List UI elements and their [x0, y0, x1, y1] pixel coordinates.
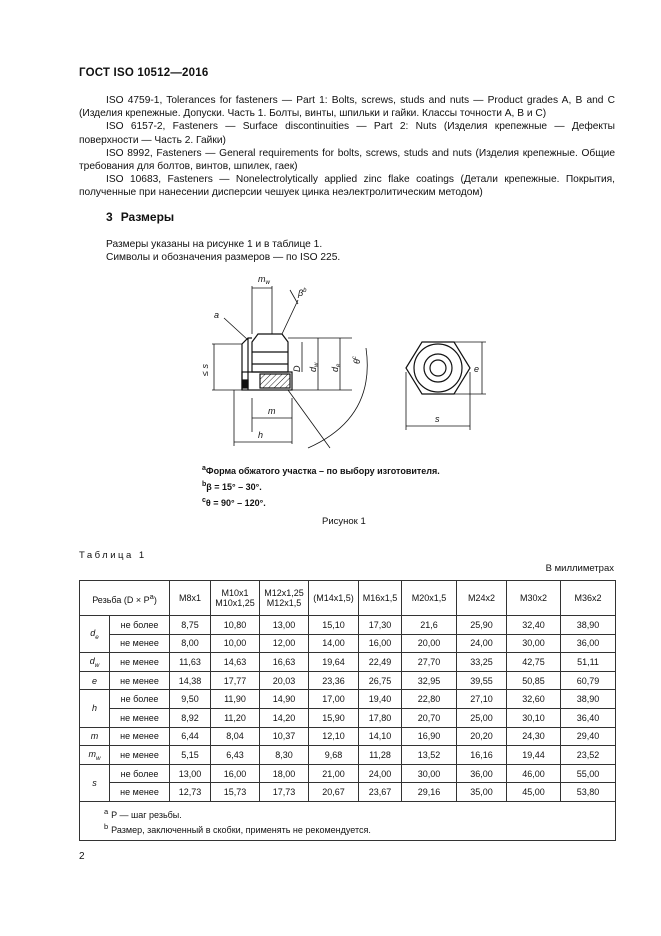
- limit-label: не менее: [110, 653, 170, 672]
- table-cell: 30,00: [402, 764, 457, 783]
- table-cell: 15,90: [309, 708, 359, 727]
- dimension-symbol: s: [80, 764, 110, 801]
- figure-note: $^a$Форма обжатого участка – по выбору изготовителя.: [202, 465, 440, 476]
- table-row: [80, 671, 616, 690]
- table-footnote: $^a$ P — шаг резьбы.: [104, 806, 182, 820]
- table-cell: 21,6: [402, 616, 457, 635]
- table-cell: 17,00: [309, 690, 359, 709]
- dimensions-table: [79, 580, 616, 841]
- section-title: Размеры: [120, 210, 175, 224]
- table-cell: 55,00: [561, 764, 616, 783]
- table-cell: 12,10: [309, 727, 359, 746]
- reference-item: ISO 8992, Fasteners — General requirements for bolts, screws, studs and nuts (Изделия крепежные. Общие требования для болтов, винтов, шпилек, гаек): [79, 147, 615, 173]
- table-cell: 29,16: [402, 783, 457, 802]
- figure-note: $^c$θ = 90° – 120°.: [202, 497, 266, 508]
- dimension-lines: [212, 286, 367, 448]
- figure-note: $^b$β = 15° – 30°.: [202, 481, 262, 492]
- table-cell: 25,00: [457, 708, 507, 727]
- table-cell: 30,10: [507, 708, 561, 727]
- table-cell: 30,00: [507, 634, 561, 653]
- limit-label: не более: [110, 764, 170, 783]
- label-mw: $m_w$: [258, 274, 270, 286]
- table-cell: 8,92: [170, 708, 211, 727]
- table-cell: 20,67: [309, 783, 359, 802]
- table-cell: 36,40: [561, 708, 616, 727]
- table-cell: 27,70: [402, 653, 457, 672]
- table-row: [80, 616, 616, 635]
- table-cell: 19,40: [359, 690, 402, 709]
- table-cell: 35,00: [457, 783, 507, 802]
- table-cell: 22,80: [402, 690, 457, 709]
- figure-notes: [202, 462, 440, 510]
- table-cell: 13,00: [170, 764, 211, 783]
- table-header-row: [80, 581, 616, 616]
- table-cell: 14,38: [170, 671, 211, 690]
- thread-size-header: M12x1,25 M12x1,5: [260, 581, 309, 616]
- reference-item: ISO 10683, Fasteners — Nonelectrolytically applied zinc flake coatings (Детали крепежные. Покрытия, полученные при нанесении дисперсии чешуек цинка неэлектролитическим методом): [79, 174, 615, 199]
- table-cell: 19,44: [507, 746, 561, 765]
- table-row: [80, 783, 616, 802]
- table-cell: 25,90: [457, 616, 507, 635]
- table-cell: 20,70: [402, 708, 457, 727]
- table-cell: 23,36: [309, 671, 359, 690]
- table-cell: 16,00: [211, 764, 260, 783]
- table-row: [80, 746, 616, 765]
- table-cell: 6,43: [211, 746, 260, 765]
- table-cell: 46,00: [507, 764, 561, 783]
- label-beta: $\beta^b$: [298, 288, 307, 298]
- label-e: e: [474, 364, 480, 374]
- thread-size-header: M24x2: [457, 581, 507, 616]
- limit-label: не более: [110, 616, 170, 635]
- table-cell: 8,75: [170, 616, 211, 635]
- limit-label: не менее: [110, 746, 170, 765]
- table-row: [80, 690, 616, 709]
- table-cell: 38,90: [561, 690, 616, 709]
- table-cell: 13,00: [260, 616, 309, 635]
- table-cell: 10,00: [211, 634, 260, 653]
- table-cell: 17,30: [359, 616, 402, 635]
- table-cell: 18,00: [260, 764, 309, 783]
- thread-size-header: M8x1: [170, 581, 211, 616]
- table-footnotes: [80, 801, 616, 840]
- table-cell: 60,79: [561, 671, 616, 690]
- intro-line: Символы и обозначения размеров — по ISO 225.: [106, 252, 341, 263]
- table-cell: 11,63: [170, 653, 211, 672]
- section-heading: [106, 210, 174, 224]
- dimension-symbol: $d_e$: [80, 616, 110, 653]
- figure-labels: [200, 274, 362, 440]
- table-cell: 8,00: [170, 634, 211, 653]
- table-cell: 29,40: [561, 727, 616, 746]
- limit-label: не менее: [110, 783, 170, 802]
- dimension-symbol: $d_w$: [80, 653, 110, 672]
- table-cell: 20,00: [402, 634, 457, 653]
- limit-label: не менее: [110, 671, 170, 690]
- nut-dimension-drawing: [190, 268, 510, 458]
- dimension-symbol: h: [80, 690, 110, 727]
- table-cell: 53,80: [561, 783, 616, 802]
- table-row: [80, 634, 616, 653]
- table-cell: 16,00: [359, 634, 402, 653]
- document-header: ГОСТ ISO 10512—2016: [79, 67, 209, 79]
- table-cell: 9,50: [170, 690, 211, 709]
- table-cell: 36,00: [561, 634, 616, 653]
- reference-item: ISO 6157-2, Fasteners — Surface discontinuities — Part 2: Nuts (Изделия крепежные — Дефекты поверхности — Часть 2. Гайки): [79, 121, 615, 146]
- table-cell: 10,37: [260, 727, 309, 746]
- table-cell: 33,25: [457, 653, 507, 672]
- table-cell: 45,00: [507, 783, 561, 802]
- thread-size-header: M30x2: [507, 581, 561, 616]
- table-cell: 6,44: [170, 727, 211, 746]
- table-cell: 50,85: [507, 671, 561, 690]
- table-cell: 16,16: [457, 746, 507, 765]
- label-dsa: ≤ s: [200, 364, 210, 376]
- table-cell: 8,04: [211, 727, 260, 746]
- dimension-symbol: $m_w$: [80, 746, 110, 765]
- thread-size-header: M16x1,5: [359, 581, 402, 616]
- label-a: a: [214, 310, 220, 320]
- table-cell: 32,95: [402, 671, 457, 690]
- table-footnote: $^b$ Размер, заключенный в скобки, применять не рекомендуется.: [104, 821, 371, 835]
- table-cell: 13,52: [402, 746, 457, 765]
- thread-size-header: M36x2: [561, 581, 616, 616]
- limit-label: не менее: [110, 708, 170, 727]
- thread-size-header: M20x1,5: [402, 581, 457, 616]
- dimension-symbol: e: [80, 671, 110, 690]
- table-cell: 10,80: [211, 616, 260, 635]
- limit-label: не менее: [110, 634, 170, 653]
- table-cell: 21,00: [309, 764, 359, 783]
- table-cell: 36,00: [457, 764, 507, 783]
- table-cell: 27,10: [457, 690, 507, 709]
- limit-label: не более: [110, 690, 170, 709]
- nut-top-view: [406, 342, 470, 394]
- table-cell: 5,15: [170, 746, 211, 765]
- section-intro: [106, 238, 340, 264]
- table-cell: 32,40: [507, 616, 561, 635]
- table-cell: 23,67: [359, 783, 402, 802]
- reference-item: ISO 4759-1, Tolerances for fasteners — Part 1: Bolts, screws, studs and nuts — Product grades A, B and C (Изделия крепежные. Допуски. Часть 1. Болты, винты, шпильки и гайки. Классы точности A, B и C): [79, 95, 615, 120]
- label-D: D: [292, 365, 302, 372]
- table-cell: 38,90: [561, 616, 616, 635]
- table-cell: 14,20: [260, 708, 309, 727]
- thread-size-header: M10x1 M10x1,25: [211, 581, 260, 616]
- label-h: h: [258, 430, 264, 440]
- table-cell: 17,77: [211, 671, 260, 690]
- table-cell: 24,00: [457, 634, 507, 653]
- table-row: [80, 764, 616, 783]
- table-cell: 20,03: [260, 671, 309, 690]
- table-cell: 24,30: [507, 727, 561, 746]
- section-number: 3: [106, 210, 113, 224]
- intro-line: Размеры указаны на рисунке 1 и в таблице 1.: [106, 239, 323, 250]
- table-row: [80, 708, 616, 727]
- table-cell: 16,90: [402, 727, 457, 746]
- table-cell: 24,00: [359, 764, 402, 783]
- nut-side-view: [242, 334, 292, 390]
- table-cell: 14,00: [309, 634, 359, 653]
- table-row: [80, 653, 616, 672]
- table-cell: 15,73: [211, 783, 260, 802]
- table-cell: 20,20: [457, 727, 507, 746]
- table-cell: 51,11: [561, 653, 616, 672]
- normative-references: [79, 94, 615, 200]
- table-cell: 8,30: [260, 746, 309, 765]
- table-cell: 42,75: [507, 653, 561, 672]
- table-cell: 14,10: [359, 727, 402, 746]
- label-de: $d_e$: [330, 363, 342, 372]
- table-cell: 12,73: [170, 783, 211, 802]
- table-cell: 26,75: [359, 671, 402, 690]
- thread-header: Резьба $(D \times P^a)$: [80, 581, 170, 616]
- table-cell: 17,73: [260, 783, 309, 802]
- table-cell: 39,55: [457, 671, 507, 690]
- table-cell: 15,10: [309, 616, 359, 635]
- table-cell: 19,64: [309, 653, 359, 672]
- table-cell: 14,90: [260, 690, 309, 709]
- table-cell: 11,28: [359, 746, 402, 765]
- table-cell: 11,90: [211, 690, 260, 709]
- table-cell: 14,63: [211, 653, 260, 672]
- thread-size-header: (M14x1,5): [309, 581, 359, 616]
- table-units: В миллиметрах: [545, 563, 614, 574]
- table-caption: Таблица 1: [79, 550, 147, 561]
- table-cell: 32,60: [507, 690, 561, 709]
- page-number: 2: [79, 851, 85, 862]
- label-dw: $d_w$: [308, 362, 320, 372]
- table-cell: 16,63: [260, 653, 309, 672]
- table-cell: 17,80: [359, 708, 402, 727]
- table-cell: 23,52: [561, 746, 616, 765]
- dimension-symbol: m: [80, 727, 110, 746]
- label-m: m: [268, 406, 276, 416]
- table-cell: 11,20: [211, 708, 260, 727]
- table-cell: 12,00: [260, 634, 309, 653]
- figure-caption: Рисунок 1: [322, 516, 366, 527]
- table-cell: 22,49: [359, 653, 402, 672]
- table-cell: 9,68: [309, 746, 359, 765]
- limit-label: не менее: [110, 727, 170, 746]
- table-row: [80, 727, 616, 746]
- label-theta: $\theta^c$: [352, 356, 362, 364]
- label-s: s: [435, 414, 440, 424]
